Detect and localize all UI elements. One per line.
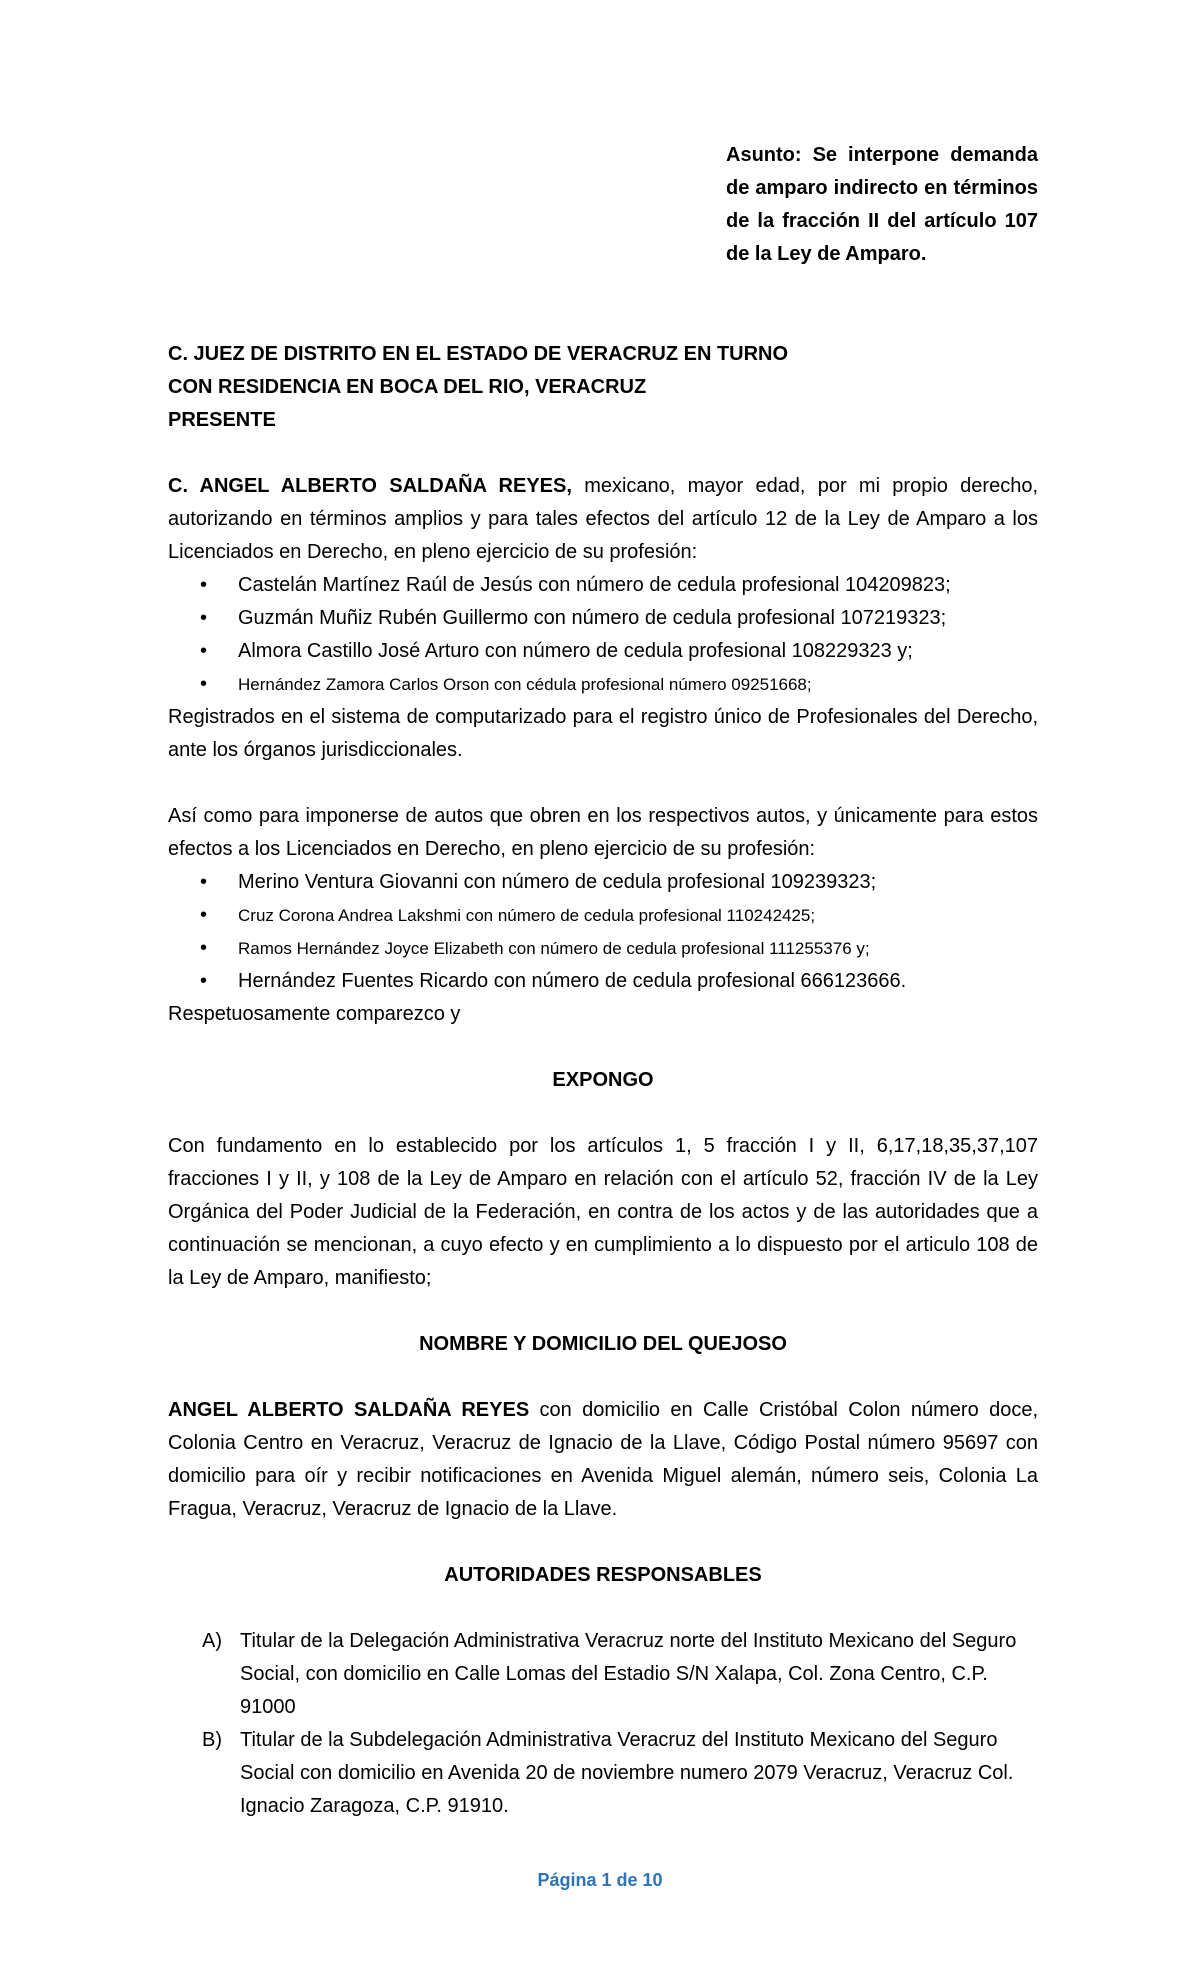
list-item-text: Titular de la Delegación Administrativa Veracruz norte del Instituto Mexicano del Seguro Social, con domicilio en Calle Lomas del Estadio S/N Xalapa, Col. Zona Centro, C.P. 91000 xyxy=(240,1630,1017,1718)
intro-text: mexicano, mayor edad, por mi propio derecho, autorizando en términos amplios y para tales efectos del artículo 12 de la Ley de Amparo a los Licenciados en Derecho, en pleno ejercicio de su profesión: xyxy=(168,475,1038,563)
list-marker: A) xyxy=(202,1630,222,1652)
list-item: • Merino Ventura Giovanni con número de cedula profesional 109239323; xyxy=(168,866,1038,899)
list-item: • Cruz Corona Andrea Lakshmi con número de cedula profesional 110242425; xyxy=(168,899,1038,932)
quejoso-heading: NOMBRE Y DOMICILIO DEL QUEJOSO xyxy=(419,1333,787,1355)
list-marker: B) xyxy=(202,1729,222,1751)
addressee-block xyxy=(168,338,1038,437)
addressee-line: PRESENTE xyxy=(168,409,276,431)
expongo-heading: EXPONGO xyxy=(552,1069,654,1091)
list-item: • Guzmán Muñiz Rubén Guillermo con número de cedula profesional 107219323; xyxy=(168,602,1038,635)
addressee-line: C. JUEZ DE DISTRITO EN EL ESTADO DE VERACRUZ EN TURNO xyxy=(168,343,789,365)
list-item xyxy=(168,1724,1028,1823)
autos-paragraph: Así como para imponerse de autos que obren en los respectivos autos, y únicamente para estos efectos a los Licenciados en Derecho, en pleno ejercicio de su profesión: xyxy=(168,805,1038,860)
list-item: • Almora Castillo José Arturo con número de cedula profesional 108229323 y; xyxy=(168,635,1038,668)
quejoso-paragraph xyxy=(168,1394,1038,1526)
list-item: • Castelán Martínez Raúl de Jesús con número de cedula profesional 104209823; xyxy=(168,569,1038,602)
list-item-text: Titular de la Subdelegación Administrativa Veracruz del Instituto Mexicano del Seguro Social con domicilio en Avenida 20 de noviembre numero 2079 Veracruz, Veracruz Col. Ignacio Zaragoza, C.P. 91910. xyxy=(240,1729,1014,1817)
list-item: • Hernández Fuentes Ricardo con número de cedula profesional 666123666. xyxy=(168,965,1038,998)
addressee-line: CON RESIDENCIA EN BOCA DEL RIO, VERACRUZ xyxy=(168,376,647,398)
list-item: • Hernández Zamora Carlos Orson con cédula profesional número 09251668; xyxy=(168,668,1038,701)
subject-block: Asunto: Se interpone demanda de amparo indirecto en términos de la fracción II del artículo 107 de la Ley de Amparo. xyxy=(726,144,1038,265)
quejoso-text: con domicilio en Calle Cristóbal Colon número doce, Colonia Centro en Veracruz, Veracruz de Ignacio de la Llave, Código Postal número 95697 con domicilio para oír y recibir notificaciones en Avenida Miguel alemán, número seis, Colonia La Fragua, Veracruz, Veracruz de Ignacio de la Llave. xyxy=(168,1399,1038,1520)
autoridades-heading: AUTORIDADES RESPONSABLES xyxy=(444,1564,762,1586)
quejoso-name: ANGEL ALBERTO SALDAÑA REYES xyxy=(168,1399,530,1421)
list-item: • Ramos Hernández Joyce Elizabeth con número de cedula profesional 111255376 y; xyxy=(168,932,1038,965)
list-item xyxy=(168,1625,1028,1724)
registrados-paragraph: Registrados en el sistema de computarizado para el registro único de Profesionales del Derecho, ante los órganos jurisdiccionales. xyxy=(168,706,1038,761)
intro-paragraph xyxy=(168,470,1038,569)
lawyers-list-1 xyxy=(168,569,1038,701)
intro-name: C. ANGEL ALBERTO SALDAÑA REYES, xyxy=(168,475,572,497)
autoridades-list xyxy=(168,1625,1028,1823)
comparezco-line: Respetuosamente comparezco y xyxy=(168,1003,461,1025)
lawyers-list-2 xyxy=(168,866,1038,998)
expongo-paragraph: Con fundamento en lo establecido por los artículos 1, 5 fracción I y II, 6,17,18,35,37,107 fracciones I y II, y 108 de la Ley de Amparo en relación con el artículo 52, fracción IV de la Ley Orgánica del Poder Judicial de la Federación, en contra de los actos y de las autoridades que a continuación se mencionan, a cuyo efecto y en cumplimiento a lo dispuesto por el articulo 108 de la Ley de Amparo, manifiesto; xyxy=(168,1135,1038,1289)
page-number: Página 1 de 10 xyxy=(537,1870,663,1890)
